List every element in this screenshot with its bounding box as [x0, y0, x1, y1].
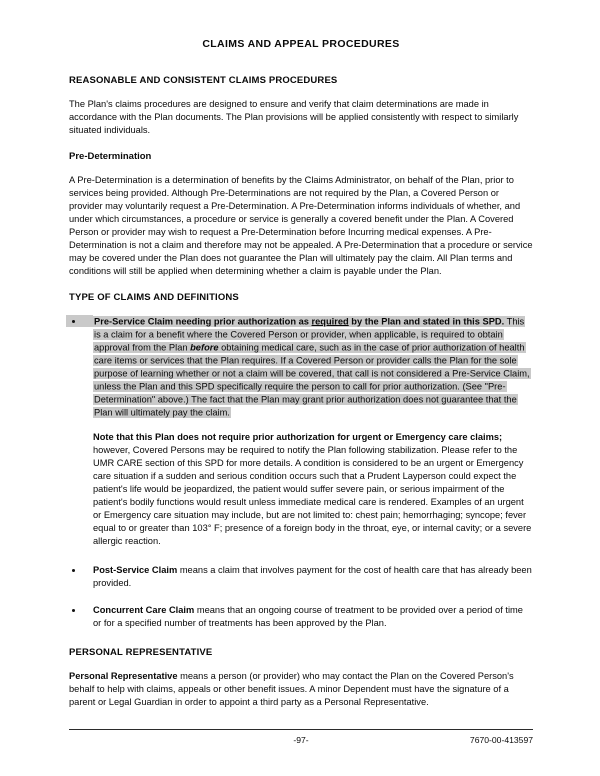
- pre-service-claim-required-underlined: required: [311, 316, 349, 326]
- pre-service-claim-body-2: obtaining medical care, such as in the case of prior authorization of health care items or services that the Plan requires. If a Covered Person or provider calls the Plan for the sole purpose of learning whether or not a claim will be covered, that call is not considered a Pre-Service Claim, unless the Plan and this SPD specifically require the person to call for prior authorization. (See "Pre-Determination" above.) The fact that the Plan may grant prior authorization does not guarantee that the Plan will ultimately pay the claim.: [94, 342, 530, 417]
- footer-document-id: 7670-00-413597: [469, 735, 533, 745]
- personal-representative-term: Personal Representative: [69, 671, 178, 681]
- post-service-claim-term: Post-Service Claim: [93, 565, 178, 575]
- concurrent-care-claim-term: Concurrent Care Claim: [93, 605, 195, 615]
- paragraph-reasonable-claims: The Plan's claims procedures are designed to ensure and verify that claim determinations are made in accordance with the Plan documents. The Plan provisions will be applied consistently with respect to similarly situated individuals.: [69, 99, 519, 135]
- pre-service-claim-lead-2: by the Plan and stated in this SPD.: [348, 316, 505, 326]
- section-heading-predetermination: Pre-Determination: [69, 151, 152, 162]
- footer-page-number: -97-: [293, 735, 309, 745]
- section-heading-reasonable-claims: REASONABLE AND CONSISTENT CLAIMS PROCEDURES: [69, 75, 338, 86]
- list-item-pre-service-claim: [69, 315, 533, 548]
- list-item-post-service-claim: [69, 564, 533, 590]
- pre-service-claim-text: [93, 315, 533, 419]
- highlight-backdrop: [66, 315, 93, 328]
- bullet-icon: [72, 569, 75, 572]
- pre-service-claim-lead-1: Pre-Service Claim needing prior authorization as: [94, 316, 312, 326]
- pre-service-claim-note: [93, 431, 533, 548]
- concurrent-care-claim-text: [93, 604, 533, 630]
- section-heading-personal-representative: PERSONAL REPRESENTATIVE: [69, 647, 213, 658]
- footer-row: [69, 734, 533, 748]
- personal-representative-definition: means a person (or provider) who may contact the Plan on the Covered Person's behalf to help with claims, appeals or other benefit issues. A minor Dependent must have the signature of a parent or Legal Guardian in order to appoint a third party as a Personal Representative.: [69, 671, 514, 707]
- pre-service-claim-emphasis-before: before: [190, 342, 219, 352]
- page-title: CLAIMS AND APPEAL PROCEDURES: [202, 38, 400, 50]
- page-content: [69, 38, 533, 723]
- post-service-claim-text: [93, 564, 533, 590]
- bullet-icon: [72, 609, 75, 612]
- pre-service-claim-note-body: however, Covered Persons may be required to notify the Plan following stabilization. Please refer to the UMR CARE section of this SPD for more details. A condition is considered to be an urgent or Emergency care situation if a sudden and serious condition occurs such that a Prudent Layperson could expect the patient's life would be jeopardized, the patient would suffer severe pain, or serious impairment of the patient's bodily functions would result unless immediate medical care is rendered. Examples of an urgent or Emergency care situation may include, but are not limited to: chest pain; hemorrhaging; syncope; fever equal to or greater than 103° F; presence of a foreign body in the throat, eye, or internal cavity; or a severe allergic reaction.: [93, 445, 532, 546]
- concurrent-care-claim-definition: means that an ongoing course of treatment to be provided over a period of time or for a specified number of treatments has been approved by the Plan.: [93, 605, 523, 628]
- pre-service-claim-body-1: This is a claim for a benefit where the Covered Person or provider, when applicable, is required to obtain approval from the Plan: [94, 316, 525, 352]
- list-item-concurrent-care-claim: [69, 604, 533, 630]
- paragraph-personal-representative: [69, 670, 533, 709]
- paragraph-predetermination: A Pre-Determination is a determination of benefits by the Claims Administrator, on behalf of the Plan, prior to services being provided. Although Pre-Determinations are not required by the Plan, a Covered Person or provider may voluntarily request a Pre-Determination. A Pre-Determination informs individuals of whether, and under which circumstances, a procedure or service is generally a covered benefit under the Plan. A Covered Person or provider may wish to request a Pre-Determination before Incurring medical expenses. A Pre-Determination is not a claim and therefore may not be appealed. A Pre-Determination that a procedure or service may be covered under the Plan does not guarantee the Plan will ultimately pay the claim. All Plan terms and conditions will still be applied when determining whether a claim is payable under the Plan.: [69, 175, 533, 276]
- pre-service-claim-note-bold: Note that this Plan does not require prior authorization for urgent or Emergency care claims;: [93, 432, 503, 442]
- post-service-claim-definition: means a claim that involves payment for the cost of health care that has already been provided.: [93, 565, 532, 588]
- footer-divider: [69, 729, 533, 730]
- bullet-icon: [72, 320, 75, 323]
- section-heading-type-of-claims: TYPE OF CLAIMS AND DEFINITIONS: [69, 292, 239, 303]
- page-footer: [69, 729, 533, 748]
